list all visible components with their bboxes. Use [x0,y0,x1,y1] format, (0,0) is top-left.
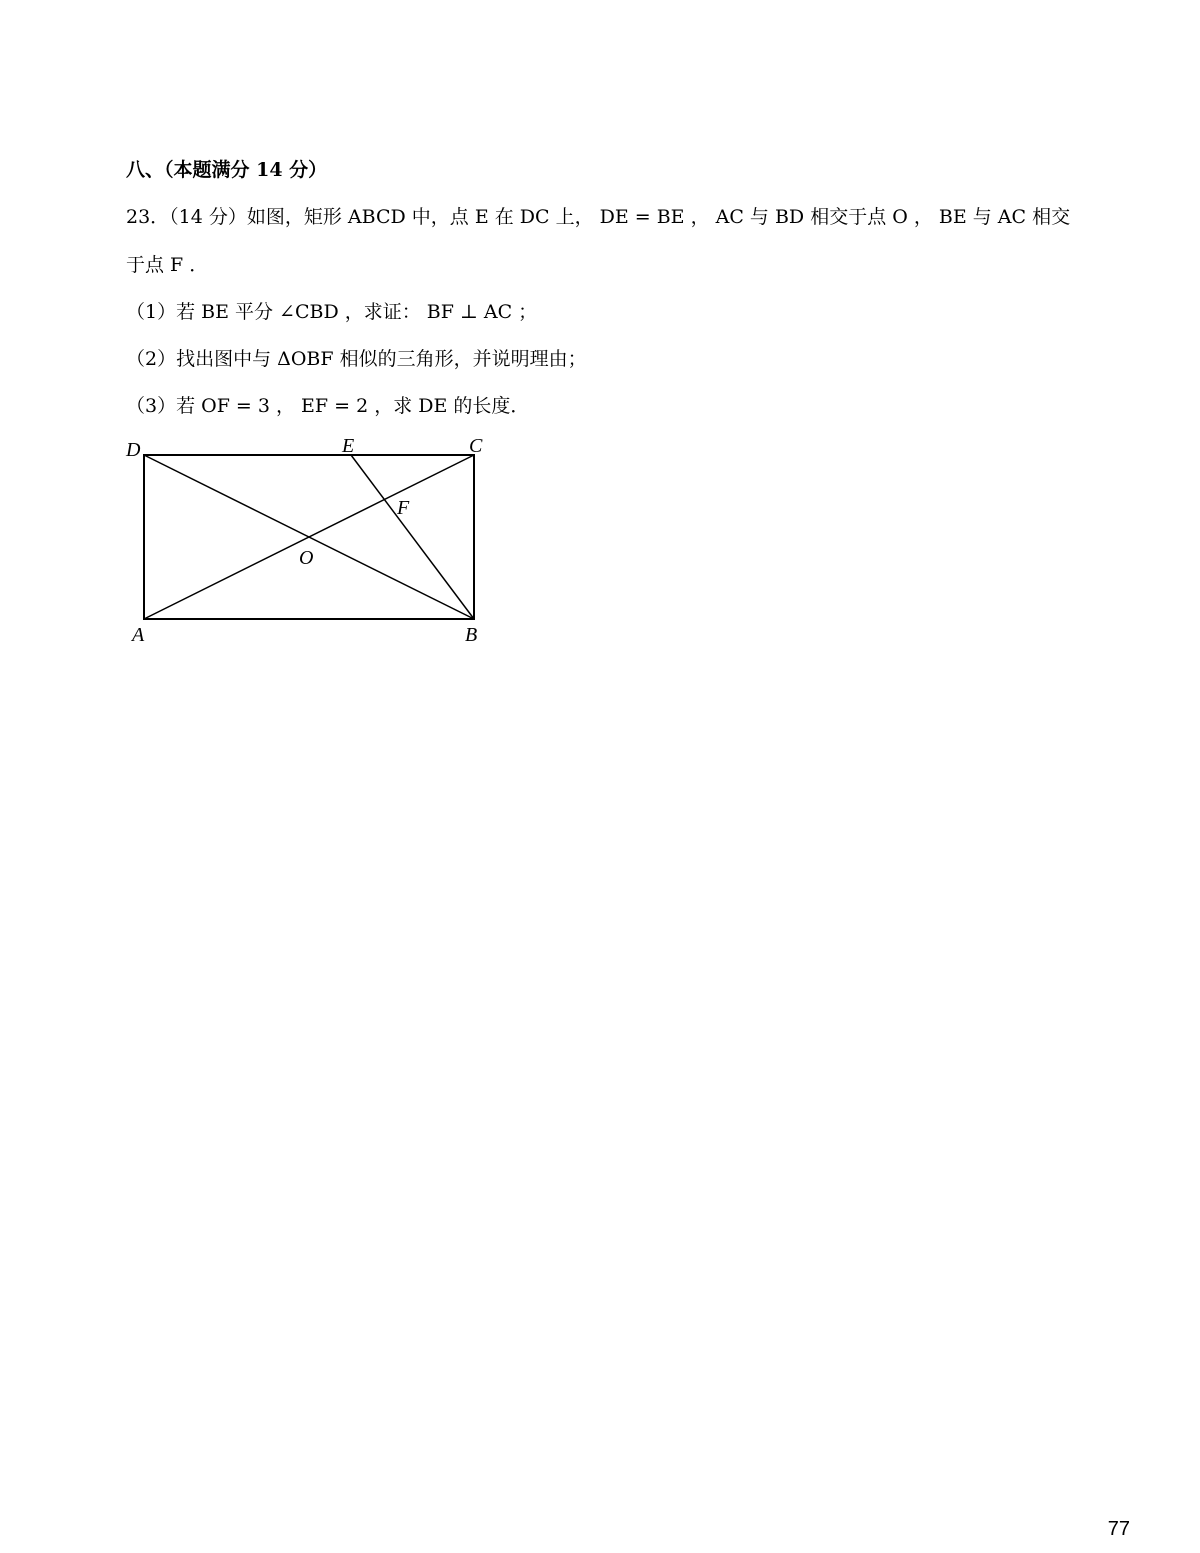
label-d: D [126,439,141,461]
label-c: C [469,435,483,457]
segment-be [351,455,474,619]
sub-question-3: （3）若 OF = 3 ， EF = 2 ，求 DE 的长度． [126,395,530,417]
section-heading: 八、（本题满分 14 分） [126,159,328,181]
sub-question-1: （1）若 BE 平分 ∠CBD ，求证： BF ⊥ AC ； [126,301,538,323]
label-b: B [465,624,478,646]
geometry-figure [120,430,500,650]
label-e: E [342,435,355,457]
page-number: 77 [1107,1518,1130,1540]
sub-question-2: （2）找出图中与 ΔOBF 相似的三角形，并说明理由； [126,348,587,370]
label-f: F [397,497,410,519]
label-o: O [299,547,314,569]
question-text-line-1: 23．（14 分）如图，矩形 ABCD 中，点 E 在 DC 上， DE = BE ， AC 与 BD 相交于点 O ， BE 与 AC 相交 [126,206,1071,228]
question-text-line-2: 于点 F ． [126,254,209,276]
label-a: A [132,624,145,646]
